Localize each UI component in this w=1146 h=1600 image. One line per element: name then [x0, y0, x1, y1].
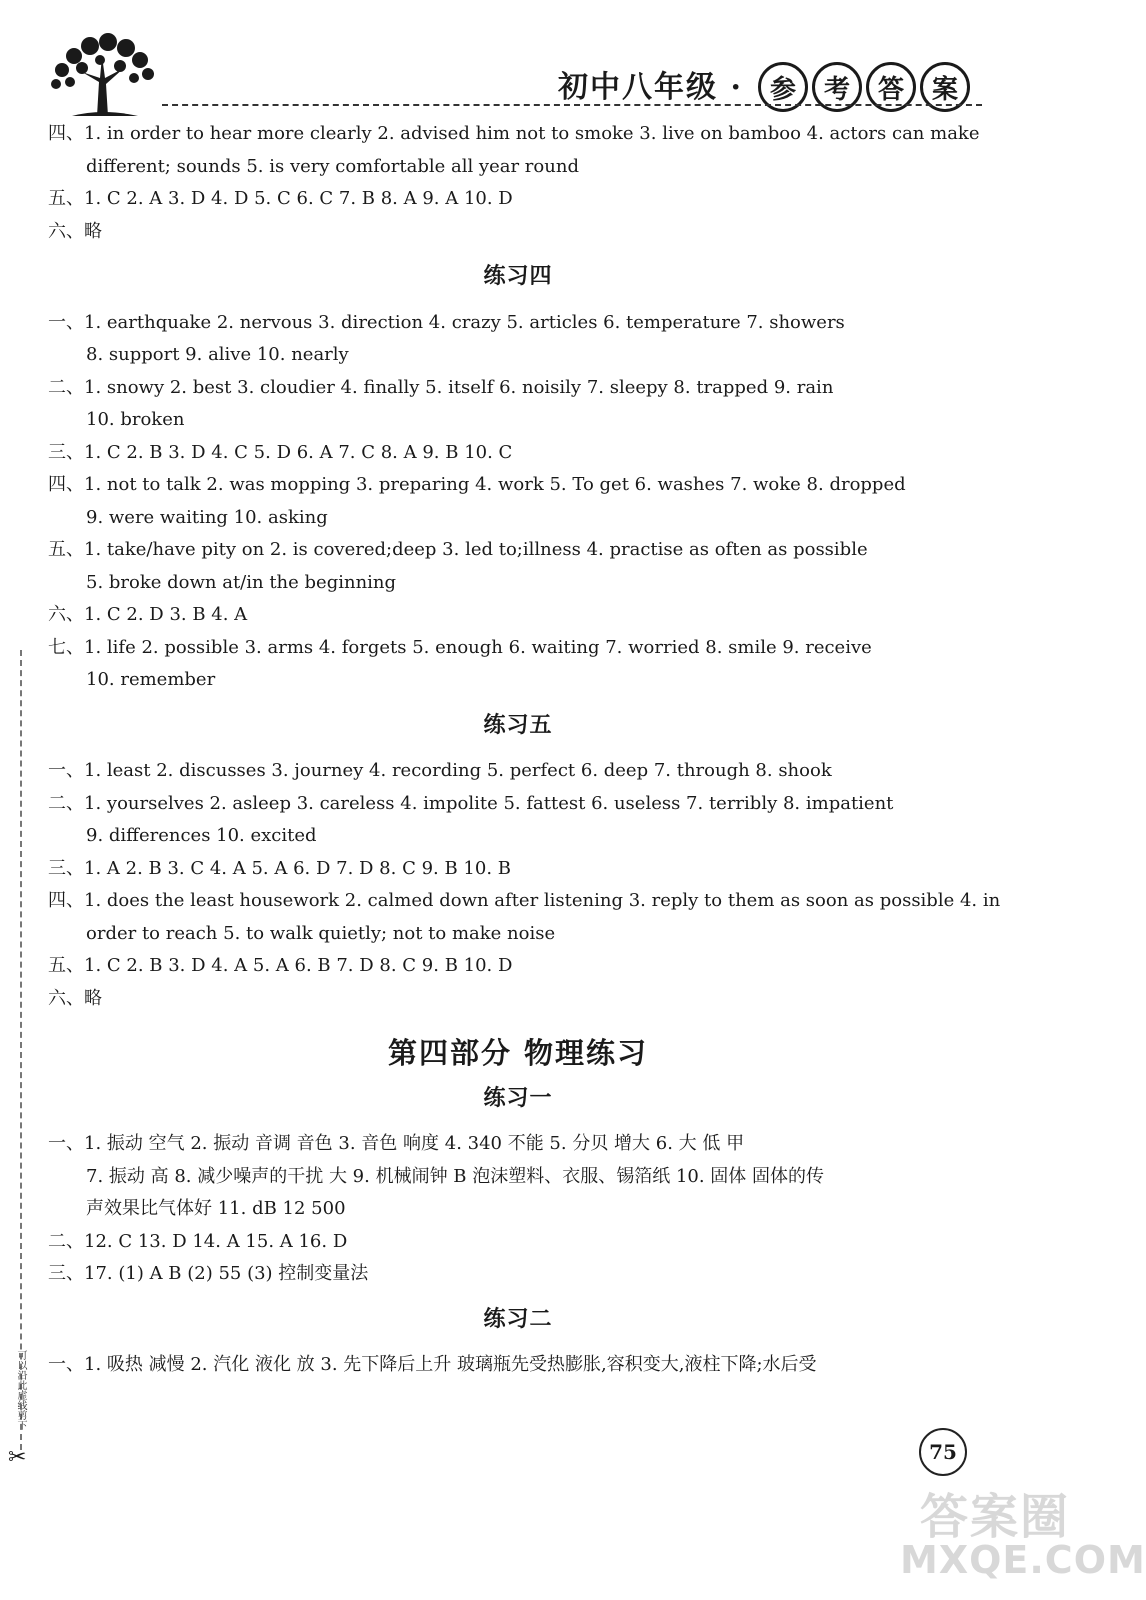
answer-line: 五、1. C 2. A 3. D 4. D 5. C 6. C 7. B 8. A 9. A 10. D [48, 188, 513, 209]
tree-logo-icon [42, 32, 162, 118]
answer-line: 二、1. yourselves 2. asleep 3. careless 4. impolite 5. fattest 6. useless 7. terribly 8. impatient [48, 792, 894, 814]
section-title-physics-1: 练习一 [483, 1084, 553, 1111]
answer-line: 8. support 9. alive 10. nearly [86, 344, 349, 365]
answer-line: 六、略 [48, 220, 102, 242]
answers-top-block [48, 118, 988, 248]
answer-line: 七、1. life 2. possible 3. arms 4. forgets 5. enough 6. waiting 7. worried 8. smile 9. receive [48, 636, 872, 658]
answer-line: 10. remember [86, 669, 216, 690]
answer-line: 5. broke down at/in the beginning [86, 571, 397, 593]
answer-line: different; sounds 5. is very comfortable all year round [86, 155, 579, 177]
answer-line: order to reach 5. to walk quietly; not to make noise [86, 922, 556, 944]
answer-line: 一、1. 振动 空气 2. 振动 音调 音色 3. 音色 响度 4. 340 不能 5. 分贝 增大 6. 大 低 甲 [48, 1133, 745, 1154]
badge-char-3: 答 [866, 62, 916, 112]
watermark [900, 1478, 1146, 1588]
page-number-badge [905, 1424, 975, 1479]
answer-line: 声效果比气体好 11. dB 12 500 [86, 1198, 346, 1219]
answers-physics-1 [48, 1128, 988, 1291]
badge-char-4: 案 [920, 62, 970, 112]
answer-line: 一、1. earthquake 2. nervous 3. direction 4. crazy 5. articles 6. temperature 7. showers [48, 311, 845, 333]
answer-line: 五、1. C 2. B 3. D 4. A 5. A 6. B 7. D 8. C 9. B 10. D [48, 955, 513, 976]
answer-line: 四、1. not to talk 2. was mopping 3. preparing 4. work 5. To get 6. washes 7. woke 8. dropped [48, 474, 906, 495]
answer-line: 六、略 [48, 987, 102, 1009]
answer-line: 二、12. C 13. D 14. A 15. A 16. D [48, 1230, 348, 1252]
answer-line: 三、1. C 2. B 3. D 4. C 5. D 6. A 7. C 8. A 9. B 10. C [48, 441, 513, 463]
answer-line: 10. broken [86, 409, 185, 430]
answers-practice-5 [48, 755, 1001, 1015]
watermark-url: MXQE.COM [900, 1538, 1146, 1582]
section-title-practice-5: 练习五 [483, 711, 553, 738]
answer-line: 四、1. does the least housework 2. calmed down after listening 3. reply to them as soon as possible 4. in [48, 890, 1001, 911]
answer-line: 9. were waiting 10. asking [86, 506, 328, 528]
part-title: 第四部分 物理练习 [387, 1036, 649, 1070]
cut-line-note: 可以沿此虚线剪下 [15, 1350, 26, 1430]
header-divider [162, 104, 982, 106]
answer-line: 五、1. take/have pity on 2. is covered;deep 3. led to;illness 4. practise as often as possible [48, 539, 868, 560]
answer-line: 9. differences 10. excited [86, 825, 317, 846]
badge-char-2: 考 [812, 62, 862, 112]
answer-content [48, 118, 1001, 1382]
answer-line: 三、1. A 2. B 3. C 4. A 5. A 6. D 7. D 8. C 9. B 10. B [48, 857, 511, 879]
cut-line [20, 650, 22, 1450]
watermark-logo-text: 答案圈 [920, 1489, 1071, 1545]
scissors-icon: ✂ [8, 1445, 27, 1470]
answers-physics-2 [48, 1349, 988, 1382]
section-title-physics-2: 练习二 [483, 1305, 553, 1332]
answer-line: 二、1. snowy 2. best 3. cloudier 4. finally 5. itself 6. noisily 7. sleepy 8. trapped 9. rain [48, 376, 834, 398]
badge-char-1: 参 [758, 62, 808, 112]
answer-line: 一、1. 吸热 减慢 2. 汽化 液化 放 3. 先下降后上升 玻璃瓶先受热膨胀,容积变大,液柱下降;水后受 [48, 1354, 817, 1375]
page-number: 75 [919, 1428, 967, 1476]
page-header [0, 0, 1091, 125]
answer-line: 一、1. least 2. discusses 3. journey 4. recording 5. perfect 6. deep 7. through 8. shook [48, 760, 832, 781]
answers-practice-4 [48, 307, 988, 697]
answer-line: 六、1. C 2. D 3. B 4. A [48, 604, 248, 625]
answer-line: 三、17. (1) A B (2) 55 (3) 控制变量法 [48, 1263, 369, 1284]
section-title-practice-4: 练习四 [483, 263, 553, 289]
answer-line: 7. 振动 高 8. 减少噪声的干扰 大 9. 机械闹钟 B 泡沫塑料、衣服、锡箔纸 10. 固体 固体的传 [86, 1165, 825, 1187]
header-title: 初中八年级 · [558, 70, 743, 105]
answer-line: 四、1. in order to hear more clearly 2. advised him not to smoke 3. live on bamboo 4. actors can make [48, 123, 980, 144]
